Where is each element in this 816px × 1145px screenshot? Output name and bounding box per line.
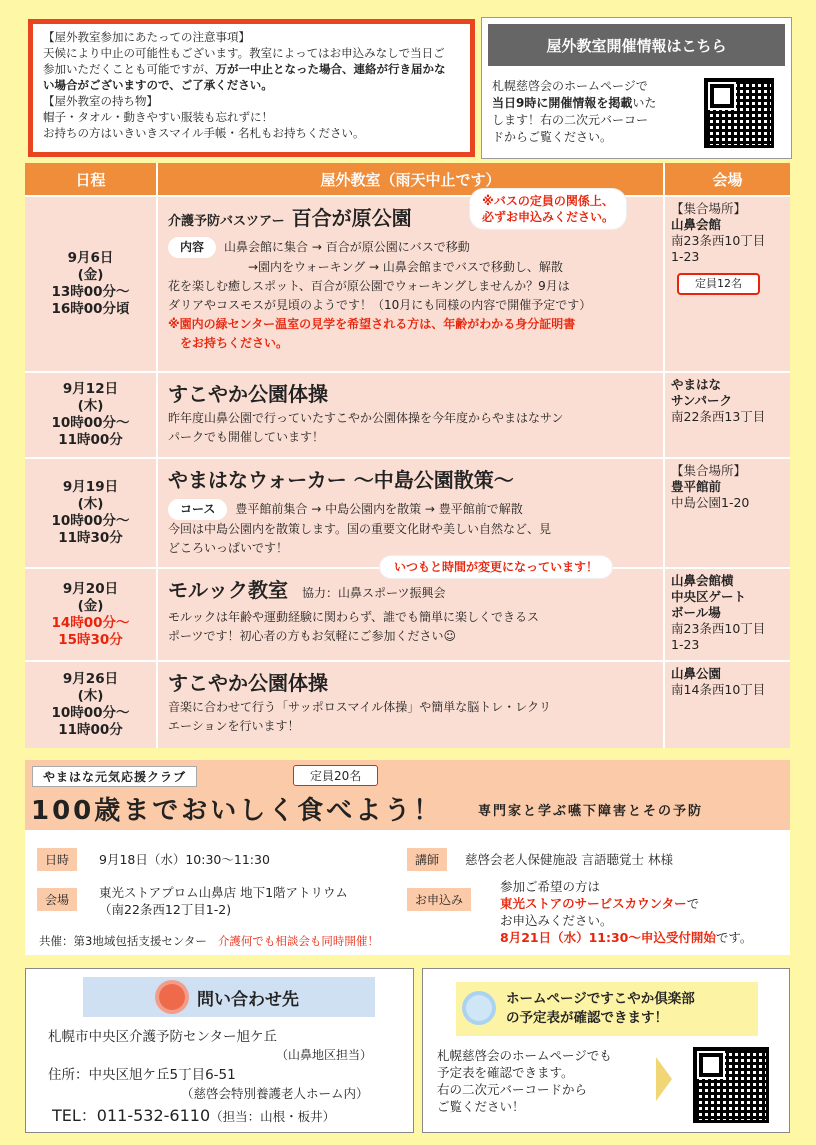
contact-heading <box>83 977 375 1017</box>
apply-red: 東光ストアのサービスカウンター <box>500 896 687 911</box>
schedule-table <box>25 163 790 748</box>
venue-text: 南23条西10丁目 <box>671 621 766 636</box>
venue-text: 山鼻会館 <box>671 217 722 232</box>
notice-bold: 万が一中止となった場合、連絡が行き届かな <box>215 62 446 76</box>
date-text: 9月6日 <box>67 250 114 266</box>
club-date: 9月18日（水）10:30～11:30 <box>99 852 270 867</box>
cohost-red: 介護何でも相談会も同時開催！ <box>217 934 379 948</box>
row-venue <box>665 459 790 567</box>
bus-bubble <box>470 189 626 229</box>
date-text: (金) <box>77 597 104 614</box>
header-venue: 会場 <box>712 170 743 189</box>
event-prefix: 介護予防バスツアー <box>168 214 285 229</box>
notice-line <box>43 77 460 93</box>
course-tag: コース <box>168 499 227 520</box>
table-row <box>25 457 790 567</box>
venue-text: 【集合場所】 <box>671 463 747 478</box>
row-content <box>158 560 665 660</box>
date-text: 9月19日 <box>62 479 119 495</box>
apply-text: で <box>686 896 700 911</box>
venue-label: 会場 <box>37 888 77 911</box>
club-lecturer: 慈啓会老人保健施設 言語聴覚士 林様 <box>465 852 673 867</box>
venue-text: 中島公園1-20 <box>671 495 750 510</box>
tel-text: TEL：011-532-6110 <box>52 1106 211 1125</box>
club-box <box>25 760 790 955</box>
info-text-span: いた <box>632 96 657 110</box>
row-date <box>25 197 158 371</box>
club-header <box>25 760 790 830</box>
time-change-bubble: いつもと時間が変更になっています！ <box>380 556 612 578</box>
club-subtitle: 専門家と学ぶ嚥下障害とその予防 <box>478 804 704 819</box>
event-note: をお持ちください。 <box>180 336 289 350</box>
date-text: 9月12日 <box>62 381 119 397</box>
qr-code-icon[interactable] <box>704 78 774 148</box>
event-text: 花を楽しむ癒しスポット、百合が原公園でウォーキングしませんか？9月は <box>168 279 570 293</box>
items-line: お持ちの方はいきいきスマイル手帳・名札もお持ちください。 <box>43 126 365 140</box>
notice-box <box>28 19 475 157</box>
event-title: すこやか公園体操 <box>168 671 328 695</box>
header-class: 屋外教室（雨天中止です） <box>158 163 665 195</box>
venue-text: 1-23 <box>671 637 700 652</box>
date-text: (木) <box>77 496 104 512</box>
qr-code-icon[interactable] <box>693 1047 769 1123</box>
time-text: 16時00分頃 <box>51 301 130 317</box>
items-line: 帽子・タオル・動きやすい服装も忘れずに！ <box>43 110 273 124</box>
venue-text: ボール場 <box>671 605 721 620</box>
time-text: 14時00分～ <box>51 614 130 631</box>
event-title-text: 百合が原公園 <box>291 206 412 230</box>
venue-text: 山鼻会館横 <box>671 573 734 588</box>
venue-text: 南22条西13丁目 <box>671 409 766 424</box>
venue-line: （南22条西12丁目1-2) <box>99 902 232 917</box>
homepage-line: 右の二次元バーコードから <box>437 1082 588 1097</box>
venue-text: 【集合場所】 <box>671 201 747 216</box>
contact-org-sub: （山鼻地区担当） <box>276 1048 373 1062</box>
event-title: すこやか公園体操 <box>168 382 328 406</box>
contact-heading-text: 問い合わせ先 <box>197 989 299 1010</box>
content-tag: 内容 <box>168 237 216 258</box>
date-text: (金) <box>77 267 104 283</box>
time-text: 10時00分～ <box>51 513 130 529</box>
row-content <box>158 373 665 457</box>
tel-sub: （担当：山根・板井） <box>210 1109 336 1124</box>
event-text: どころいっぱいです！ <box>168 541 289 555</box>
homepage-heading-line: ホームページですこやか倶楽部 <box>506 991 695 1007</box>
row-venue <box>665 373 790 457</box>
table-row <box>25 660 790 748</box>
info-heading: 屋外教室開催情報はこちら <box>488 24 785 66</box>
time-text: 10時00分～ <box>51 415 130 431</box>
notice-line <box>43 61 460 77</box>
row-venue <box>665 662 790 748</box>
apply-label: お申込み <box>407 888 471 911</box>
apply-red: 8月21日（水）11:30～申込受付開始 <box>500 930 716 945</box>
apply-text: です。 <box>715 930 753 945</box>
time-text: 10時00分～ <box>51 705 130 721</box>
info-line <box>492 95 702 112</box>
club-apply <box>500 878 752 946</box>
event-text: 山鼻会館に集合 → 百合が原公園にバスで移動 <box>224 240 470 254</box>
homepage-line: 札幌慈啓会のホームページでも <box>437 1048 612 1063</box>
homepage-line: ご覧ください！ <box>437 1099 525 1114</box>
contact-box <box>25 968 414 1133</box>
row-content <box>158 194 665 371</box>
cohost-text: 共催：第3地域包括支援センター <box>39 934 207 948</box>
apply-line: 参加ご希望の方は <box>500 879 601 894</box>
info-box <box>481 17 792 159</box>
homepage-text <box>437 1047 612 1115</box>
homepage-line: 予定表を確認できます。 <box>437 1065 574 1080</box>
info-line: ドからご覧ください。 <box>492 130 613 144</box>
coop-text: 協力：山鼻スポーツ振興会 <box>302 586 446 600</box>
venue-line: 東光ストアプロム山鼻店 地下1階アトリウム <box>99 885 348 900</box>
event-text: モルックは年齢や運動経験に関わらず、誰でも簡単に楽しくできるス <box>168 610 540 624</box>
contact-address-sub: （慈啓会特別養護老人ホーム内） <box>181 1086 369 1101</box>
flower-icon <box>159 984 185 1010</box>
event-text: エーションを行います！ <box>168 719 300 733</box>
lecturer-label: 講師 <box>407 848 447 871</box>
club-name: やまはな元気応援クラブ <box>32 766 197 787</box>
venue-text: サンパーク <box>671 393 733 408</box>
event-text: 昨年度山鼻公園で行っていたすこやか公園体操を今年度からやまはなサン <box>168 411 564 425</box>
row-date <box>25 459 158 567</box>
event-text: →園内をウォーキング → 山鼻会館までバスで移動し、解散 <box>248 260 563 274</box>
event-text: ポーツです！初心者の方もお気軽にご参加ください☺ <box>168 629 457 643</box>
club-capacity-badge: 定員20名 <box>293 765 378 786</box>
event-line <box>168 237 653 258</box>
date-text: 9月26日 <box>62 671 119 687</box>
club-title: 100歳までおいしく食べよう！ <box>31 796 443 826</box>
event-text: 豊平館前集合 → 中島公園内を散策 → 豊平館前で解散 <box>235 502 523 516</box>
notice-bold: い場合がございますので、ご了承ください。 <box>43 78 273 92</box>
info-bold: 当日9時に開催情報を掲載 <box>492 96 633 110</box>
date-text: 9月20日 <box>62 580 119 597</box>
time-text: 15時30分 <box>58 631 123 648</box>
contact-address: 住所：中央区旭ケ丘5丁目6-51 <box>48 1067 236 1083</box>
table-row <box>25 560 790 660</box>
apply-line <box>500 929 752 946</box>
row-date <box>25 569 158 660</box>
bubble-text: ※バスの定員の関係上、 <box>482 194 614 208</box>
club-venue <box>99 884 348 918</box>
row-content <box>158 459 665 567</box>
event-text: パークでも開催しています！ <box>168 430 325 444</box>
table-row <box>25 371 790 457</box>
table-row <box>25 195 790 371</box>
date-text: (木) <box>77 688 104 704</box>
arrow-icon <box>656 1057 672 1101</box>
notice-line: 天候により中止の可能性もございます。教室によってはお申込みなしで当日ご <box>43 46 445 60</box>
row-venue <box>665 569 790 660</box>
time-text: 11時00分 <box>58 722 123 738</box>
header-date: 日程 <box>25 163 158 195</box>
notice-title: 【屋外教室参加にあたっての注意事項】 <box>43 30 250 44</box>
row-content <box>158 662 665 748</box>
event-text: 今回は中島公園内を散策します。国の重要文化財や美しい自然など、見 <box>168 522 552 536</box>
event-text: ダリアやコスモスが見頃のようです！（10月にも同様の内容で開催予定です） <box>168 298 592 312</box>
row-date <box>25 662 158 748</box>
time-text: 11時00分 <box>58 432 123 448</box>
apply-line: お申込みください。 <box>500 913 613 928</box>
capacity-badge: 定員12名 <box>677 273 760 295</box>
event-title-text: モルック教室 <box>168 578 288 602</box>
contact-tel <box>52 1106 335 1127</box>
event-title <box>168 575 653 608</box>
info-text <box>492 78 702 146</box>
info-line: します！右の二次元バーコー <box>492 113 649 127</box>
items-title: 【屋外教室の持ち物】 <box>43 94 158 108</box>
venue-text: 南14条西10丁目 <box>671 682 766 697</box>
event-text: 音楽に合わせて行う「サッポロスマイル体操」や簡単な脳トレ・レクリ <box>168 700 552 714</box>
homepage-heading <box>456 982 758 1036</box>
date-text: (木) <box>77 398 104 414</box>
time-text: 13時00分～ <box>51 284 130 300</box>
flower-icon <box>466 995 492 1021</box>
venue-text: 南23条西10丁目 <box>671 233 766 248</box>
venue-text: 山鼻公園 <box>671 666 722 681</box>
club-cohost <box>39 933 379 950</box>
time-text: 11時30分 <box>58 530 123 546</box>
bubble-text: 必ずお申込みください。 <box>482 210 615 224</box>
event-title: やまはなウォーカー ～中島公園散策～ <box>168 468 514 492</box>
date-label: 日時 <box>37 848 77 871</box>
venue-text: 1-23 <box>671 249 700 264</box>
event-line <box>168 499 653 520</box>
event-note: ※園内の緑センター温室の見学を希望される方は、年齢がわかる身分証明書 <box>168 317 576 331</box>
table-header <box>25 163 790 195</box>
notice-text: 参加いただくことも可能ですが、 <box>43 62 216 76</box>
info-line: 札幌慈啓会のホームページで <box>492 79 648 93</box>
venue-text: 中央区ゲート <box>671 589 747 604</box>
contact-org: 札幌市中央区介護予防センター旭ケ丘 <box>48 1029 277 1045</box>
row-venue <box>665 197 790 371</box>
row-date <box>25 373 158 457</box>
apply-line <box>500 895 752 912</box>
homepage-heading-line: の予定表が確認できます！ <box>506 1010 668 1026</box>
venue-text: やまはな <box>671 377 722 392</box>
homepage-box <box>422 968 790 1133</box>
venue-text: 豊平館前 <box>671 479 722 494</box>
homepage-heading-text <box>506 990 695 1028</box>
